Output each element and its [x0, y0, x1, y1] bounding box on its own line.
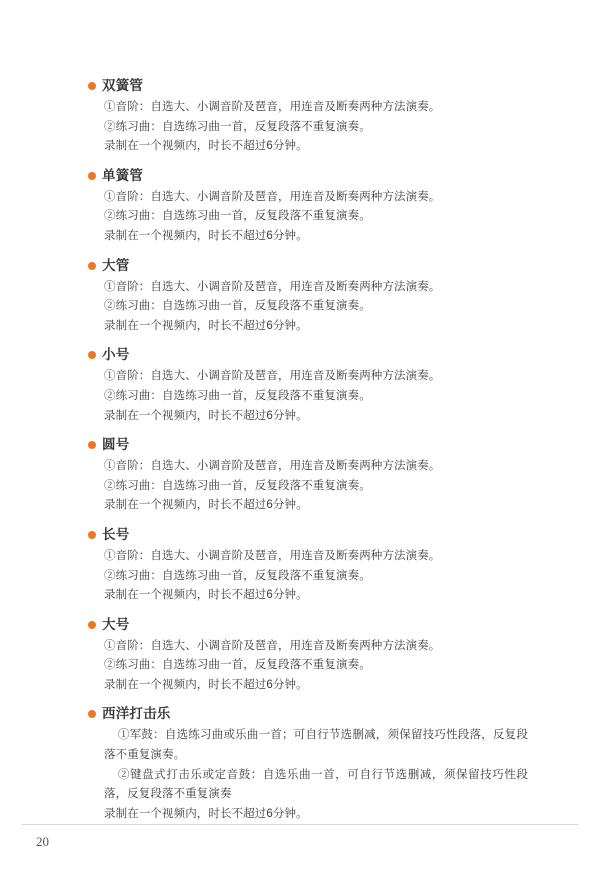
section-heading [88, 78, 528, 94]
section-line: 录制在一个视频内，时长不超过6分钟。 [104, 140, 308, 153]
section-line: ①音阶：自选大、小调音阶及琶音，用连音及断奏两种方法演奏。 [104, 370, 441, 383]
instrument-section [88, 617, 528, 696]
instrument-section [88, 706, 528, 824]
section-line: ①音阶：自选大、小调音阶及琶音，用连音及断奏两种方法演奏。 [104, 190, 441, 203]
section-heading [88, 168, 528, 184]
bullet-icon [88, 351, 96, 359]
instrument-section [88, 258, 528, 337]
bullet-icon [88, 82, 96, 90]
section-line: 录制在一个视频内，时长不超过6分钟。 [104, 229, 308, 242]
section-title: 小号 [102, 347, 130, 363]
section-heading [88, 258, 528, 274]
instrument-section [88, 78, 528, 157]
section-line: ②练习曲：自选练习曲一首，反复段落不重复演奏。 [104, 120, 371, 133]
section-title: 双簧管 [102, 78, 144, 93]
section-heading [88, 617, 528, 633]
section-title: 大号 [102, 616, 130, 632]
section-heading [88, 347, 528, 363]
section-line: ①音阶：自选大、小调音阶及琶音，用连音及断奏两种方法演奏。 [104, 101, 441, 113]
bullet-icon [88, 531, 96, 539]
bullet-icon [88, 262, 96, 270]
section-heading [88, 527, 528, 543]
instrument-section [88, 527, 528, 606]
instrument-section [88, 437, 528, 516]
section-line: ①音阶：自选大、小调音阶及琶音，用连音及断奏两种方法演奏。 [104, 280, 441, 293]
section-line: 录制在一个视频内，时长不超过6分钟。 [104, 807, 308, 820]
section-heading [88, 706, 528, 722]
section-title: 圆号 [102, 437, 130, 453]
section-line: ①音阶：自选大、小调音阶及琶音，用连音及断奏两种方法演奏。 [104, 460, 441, 473]
section-line: ②练习曲：自选练习曲一首，反复段落不重复演奏。 [104, 210, 371, 223]
section-line: ①军鼓：自选练习曲或乐曲一首；可自行节选删减，须保留技巧性段落，反复段落不重复演奏。 [104, 729, 528, 762]
page-number: 20 [36, 834, 49, 849]
section-line: ①音阶：自选大、小调音阶及琶音，用连音及断奏两种方法演奏。 [104, 639, 441, 652]
section-line: ②练习曲：自选练习曲一首，反复段落不重复演奏。 [104, 300, 371, 313]
bullet-icon [88, 621, 96, 629]
section-line: ②练习曲：自选练习曲一首，反复段落不重复演奏。 [104, 389, 371, 402]
bullet-icon [88, 710, 96, 718]
section-title: 大管 [102, 257, 130, 273]
footer-divider [22, 824, 578, 825]
page-footer [0, 824, 600, 884]
section-line: 录制在一个视频内，时长不超过6分钟。 [104, 589, 308, 602]
instrument-section [88, 347, 528, 426]
section-line: 录制在一个视频内，时长不超过6分钟。 [104, 678, 308, 691]
section-title: 西洋打击乐 [102, 706, 171, 722]
section-heading [88, 437, 528, 453]
section-title: 长号 [102, 526, 130, 542]
section-line: ②键盘式打击乐或定音鼓：自选乐曲一首，可自行节选删减，须保留技巧性段落，反复段落不重复演奏 [104, 768, 528, 801]
section-title: 单簧管 [102, 167, 144, 183]
section-line: ①音阶：自选大、小调音阶及琶音，用连音及断奏两种方法演奏。 [104, 549, 441, 562]
section-line: ②练习曲：自选练习曲一首，反复段落不重复演奏。 [104, 479, 371, 492]
section-line: 录制在一个视频内，时长不超过6分钟。 [104, 499, 308, 512]
section-line: 录制在一个视频内，时长不超过6分钟。 [104, 319, 308, 332]
section-line: ②练习曲：自选练习曲一首，反复段落不重复演奏。 [104, 569, 371, 582]
bullet-icon [88, 172, 96, 180]
instrument-section [88, 168, 528, 247]
section-line: 录制在一个视频内，时长不超过6分钟。 [104, 409, 308, 422]
document-body [88, 78, 528, 835]
bullet-icon [88, 441, 96, 449]
section-line: ②练习曲：自选练习曲一首，反复段落不重复演奏。 [104, 659, 371, 672]
